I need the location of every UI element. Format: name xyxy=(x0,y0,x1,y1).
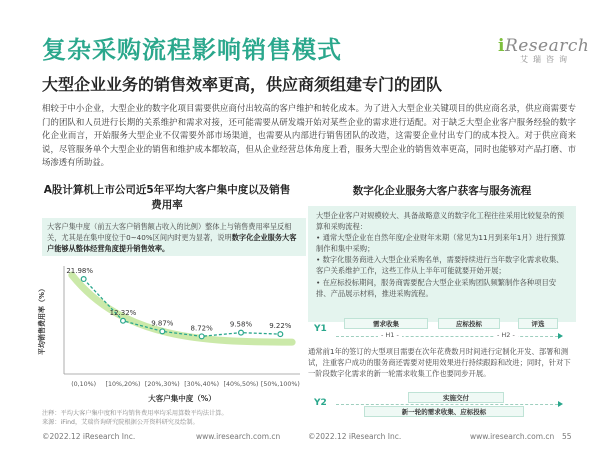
x-tick-label: [40%,50%) xyxy=(223,381,259,388)
x-tick-label: [50%,100%) xyxy=(260,381,300,388)
footer-url-right: www.iresearch.com.cn xyxy=(470,432,555,441)
data-label: 12.32% xyxy=(109,308,137,317)
right-section-title: 数字化企业服务大客户获客与服务流程 xyxy=(352,185,532,197)
note-line-2: 来源：iFind，艾瑞咨询研究院根据公开资料研究及绘制。 xyxy=(42,418,199,426)
timeline-h2-label: - H2 - xyxy=(494,331,518,339)
concentration-line-chart xyxy=(30,258,308,408)
logo-text: Research xyxy=(504,36,590,56)
timeline-demand-collection: 需求收集 xyxy=(344,318,428,329)
logo-subtext: 艾瑞咨询 xyxy=(520,55,572,64)
left-section-title: A股计算机上市公司近5年平均大客户集中度以及销售费用率 xyxy=(43,184,291,211)
x-axis-label: 大客户集中度（%） xyxy=(148,394,216,403)
page-subtitle: 大型企业业务的销售效率更高，供应商须组建专门的团队 xyxy=(42,75,443,94)
data-point xyxy=(278,332,283,337)
timeline-new-round: 新一轮的需求收集、应标投标 xyxy=(364,406,524,417)
x-tick-label: [20%,30%) xyxy=(144,381,180,388)
timeline-bidding: 应标投标 xyxy=(438,318,500,329)
timeline-y1-label: Y1 xyxy=(314,324,327,334)
chart-description-emphasis: 数字化企业服务大客户能够从整体经营角度提升销售效率。 xyxy=(47,233,297,253)
chart-svg xyxy=(30,258,308,408)
footer-copyright-left: ©2022.12 iResearch Inc. xyxy=(42,432,136,441)
chart-description-box xyxy=(42,218,306,256)
page-title: 复杂采购流程影响销售模式 xyxy=(42,36,342,64)
trend-curve xyxy=(72,275,292,342)
data-label: 9.22% xyxy=(269,322,292,331)
procurement-desc-line-3: • 在应标投标期间，服务商需要配合大型企业采购团队频繁制作各种项目安排、产品展示材料，推进采购流程。 xyxy=(316,277,557,298)
data-label: 9.87% xyxy=(151,319,174,328)
iresearch-logo xyxy=(498,36,590,70)
y-axis-label: 平均销售费用率（%） xyxy=(38,284,46,356)
timeline-y2-arrow-icon xyxy=(558,401,563,407)
timeline-h1-label: - H1 - xyxy=(378,331,402,339)
note-line-1: 注释：平均大客户集中度和平均销售费用率均采用算数平均法计算。 xyxy=(42,410,228,417)
timeline-y2-label: Y2 xyxy=(314,398,327,408)
timeline-implementation: 实施交付 xyxy=(408,392,504,403)
procurement-desc-line-1: • 通常大型企业在自然年度/企业财年末期（常见为11月到来年1月）进行预算制作和集中采购； xyxy=(316,233,566,254)
timeline-y2-axis xyxy=(336,404,558,405)
data-label: 8.72% xyxy=(190,324,213,333)
data-point xyxy=(81,277,86,282)
footer-url-left: www.iresearch.com.cn xyxy=(196,432,281,441)
timeline-evaluation: 评选 xyxy=(518,318,558,329)
procurement-desc-line-2: • 数字化服务商进入大型企业采购名单，需要持续进行当年数字化需求收集、客户关系维护工作，这些工作从上半年可能就要开始开展； xyxy=(316,255,564,276)
data-label: 21.98% xyxy=(66,267,94,276)
chart-notes xyxy=(42,410,228,427)
timeline-y1-arrow-icon xyxy=(558,333,563,339)
data-label: 9.58% xyxy=(229,320,253,329)
x-tick-label: [10%,20%) xyxy=(105,381,141,388)
procurement-description-box xyxy=(308,206,576,322)
data-point xyxy=(239,330,244,335)
logo-wordmark xyxy=(498,36,590,56)
implementation-description: 通常前1年的签订的大型项目需要在次年花费数月时间进行定制化开发、部署和测试，注重客户成功的服务商还需要对使用效果进行持续跟踪和改进；同时，针对下一阶段数字化需求的新一轮需求收集工作也要同步开展。 xyxy=(308,347,571,379)
page-number: 55 xyxy=(562,432,572,441)
x-tick-label: [30%,40%) xyxy=(184,381,220,388)
intro-paragraph: 相较于中小企业，大型企业的数字化项目需要供应商付出较高的客户维护和转化成本。为了进入大型企业关键项目的供应商名录，供应商需要专门的团队和人员进行长期的关系维护和需求对接，还可能需要从研发端开始对某些企业的需求进行适配。对于缺乏大型企业客户服务经验的数字化企业而言，开始服务大型企业不仅需要外部市场渠道，也需要从内部进行销售团队的改造，这需要企业付出专门的成本投入。对于供应商来说，尽管服务单个大型企业的销售和维护成本都较高，但从企业经营总体角度上看，服务大型企业的销售效率更高，同时也能够对产品打磨、市场渗透有所助益。 xyxy=(42,103,576,168)
logo-i-glyph: i xyxy=(498,36,505,56)
timeline-y1-axis xyxy=(336,336,558,337)
procurement-desc-line-0: 大型企业客户对规模较大、具备战略意义的数字化工程往往采用比较复杂的预算和采购流程： xyxy=(316,211,565,232)
data-point xyxy=(199,334,204,339)
x-tick-label: (0,10%) xyxy=(71,381,97,388)
data-point xyxy=(160,329,165,334)
data-point xyxy=(121,318,126,323)
footer-copyright-right: ©2022.12 iResearch Inc. xyxy=(308,432,402,441)
chart-description-text: 大客户集中度（前五大客户销售额占收入的比例）整体上与销售费用率呈反相关，尤其是在集中度位于0~40%区间内时更为显著，说明 xyxy=(47,222,292,242)
